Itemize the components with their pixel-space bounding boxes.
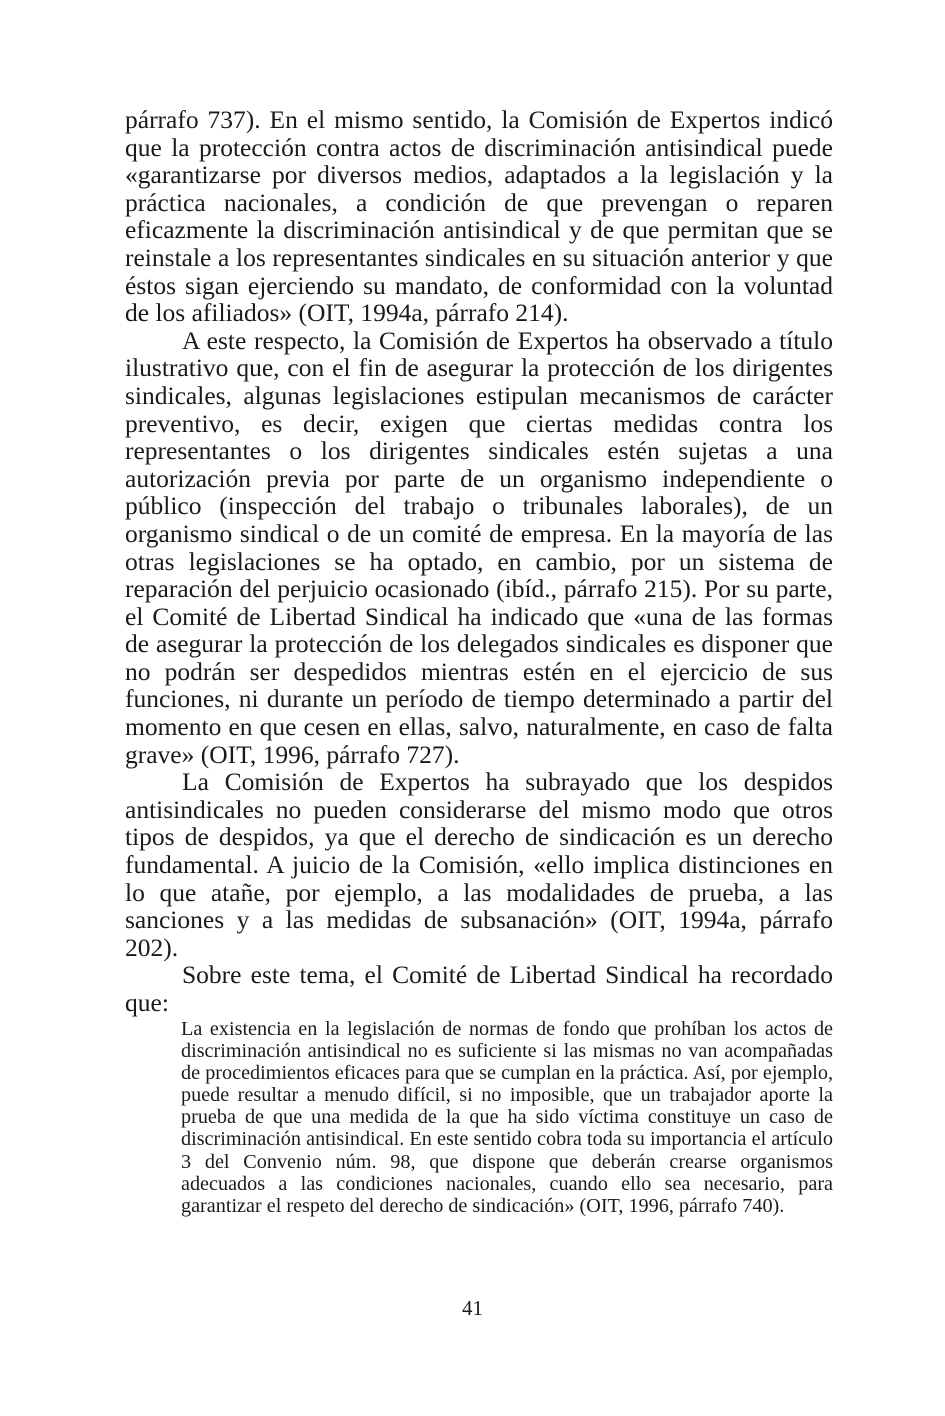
paragraph-continuation: párrafo 737). En el mismo sentido, la Comisión de Expertos indicó que la protección contra actos de discriminación antisindical puede «garantizarse por diversos medios, adaptados a la legislación y la práctica nacionales, a condición de que prevengan o reparen eficazmente la discriminación antisindical y de que permitan que se reinstale a los representantes sindicales en su situación anterior y que éstos sigan ejerciendo su mandato, de conformidad con la voluntad de los afiliados» (OIT, 1994a, párrafo 214). [125,105,833,328]
block-quote: La existencia en la legislación de normas de fondo que prohíban los actos de discriminación antisindical no es suficiente si las mismas no van acompañadas de procedimientos eficaces para que se cumplan en la práctica. Así, por ejemplo, puede resultar a menudo difícil, si no imposible, que un trabajador aporte la prueba de que una medida de la que ha sido víctima constituye un caso de discriminación antisindical. En este sentido cobra toda su importancia el artículo 3 del Convenio núm. 98, que dispone que deberán crearse organismos adecuados a las condiciones nacionales, cuando ello sea necesario, para garantizar el respeto del derecho de sindicación» (OIT, 1996, párrafo 740). [181,1018,833,1217]
paragraph-preventive-mechanisms: A este respecto, la Comisión de Expertos ha observado a título ilustrativo que, con el fin de asegurar la protección de los dirigentes sindicales, algunas legislaciones estipulan mecanismos de carácter preventivo, es decir, exigen que ciertas medidas contra los representantes o los dirigentes sindicales estén sujetas a una autorización previa por parte de un organismo independiente o público (inspección del trabajo o tribunales laborales), de un organismo sindical o de un comité de empresa. En la mayoría de las otras legislaciones se ha optado, en cambio, por un sistema de reparación del perjuicio ocasionado (ibíd., párrafo 215). Por su parte, el Comité de Libertad Sindical ha indicado que «una de las formas de asegurar la protección de los delegados sindicales es disponer que no podrán ser despedidos mientras estén en el ejercicio de sus funciones, ni durante un período de tiempo determinado a partir del momento en que cesen en ellas, salvo, naturalmente, en caso de falta grave» (OIT, 1996, párrafo 727). [125,325,833,769]
paragraph-committee-recalled: Sobre este tema, el Comité de Libertad Sindical ha recordado que: [125,960,833,1017]
paragraph-antiunion-dismissals: La Comisión de Expertos ha subrayado que los despidos antisindicales no pueden considerarse del mismo modo que otros tipos de despidos, ya que el derecho de sindicación es un derecho fundamental. A juicio de la Comisión, «ello implica distinciones en lo que atañe, por ejemplo, a las modalidades de prueba, a las sanciones y a las medidas de subsanación» (OIT, 1994a, párrafo 202). [125,767,833,962]
body-text [125,106,833,1017]
page-number: 41 [462,1296,483,1320]
